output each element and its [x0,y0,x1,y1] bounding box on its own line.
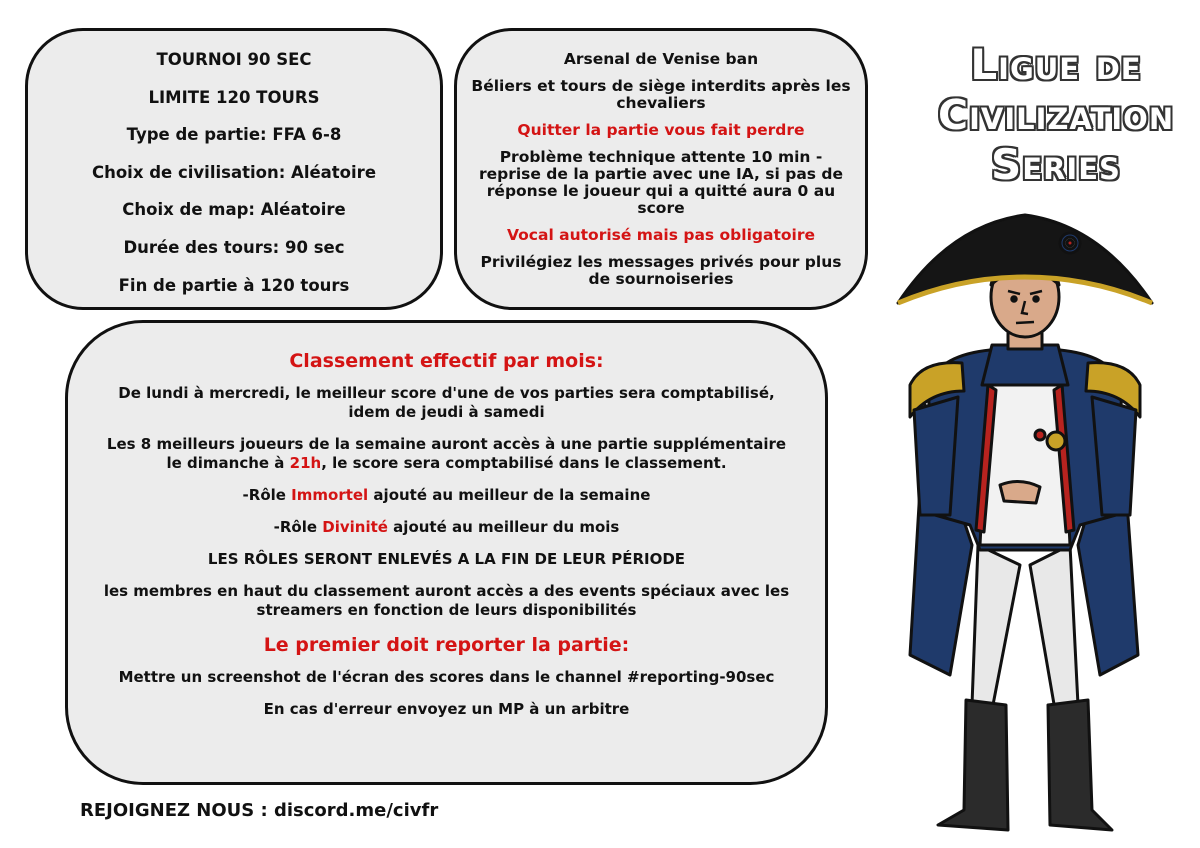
rule-turn-duration: Durée des tours: 90 sec [123,237,345,257]
siege-ban: Béliers et tours de siège interdits après les chevaliers [471,77,851,112]
quit-penalty: Quitter la partie vous fait perdre [517,121,805,139]
tournament-rules-box [25,28,443,310]
weekly-score-rule: De lundi à mercredi, le meilleur score d'une de vos parties sera comptabilisé, idem de jeudi à samedi [118,384,775,421]
ranking-heading: Classement effectif par mois: [289,350,604,372]
arsenal-ban: Arsenal de Venise ban [563,50,759,68]
rule-civ-choice: Choix de civilisation: Aléatoire [91,162,377,182]
special-events-rule: les membres en haut du classement auront accès a des events spéciaux avec les streamers en fonction de leurs disponibilités [103,582,790,619]
rule-tournament: TOURNOI 90 SEC [156,50,312,69]
logo-line-3: Series [991,140,1121,189]
bonus-time: 21h [289,454,322,472]
divinite-role-rule: -Rôle Divinité ajouté au meilleur du mois [273,518,620,536]
immortel-role: Immortel [291,486,369,504]
report-heading: Le premier doit reporter la partie: [263,634,630,656]
restrictions-box [454,28,868,310]
logo-line-1: Ligue de [970,40,1142,89]
napoleon-illustration [880,185,1185,840]
rule-game-type: Type de partie: FFA 6-8 [126,125,342,145]
rule-game-end: Fin de partie à 120 tours [118,275,350,295]
bonus-game-rule: Les 8 meilleurs joueurs de la semaine auront accès à une partie supplémentaire le dimanche à 21h, le score sera comptabilisé dans le classement. [106,435,787,472]
roles-removed-notice: LES RÔLES SERONT ENLEVÉS A LA FIN DE LEUR PÉRIODE [207,550,686,568]
rule-map-choice: Choix de map: Aléatoire [122,200,346,220]
screenshot-rule: Mettre un screenshot de l'écran des scores dans le channel #reporting-90sec [118,668,775,686]
logo-line-2: Civilization [938,91,1175,139]
vocal-rule: Vocal autorisé mais pas obligatoire [507,226,815,244]
join-discord-link[interactable]: REJOIGNEZ NOUS : discord.me/civfr [80,800,439,821]
league-logo [938,40,1174,190]
technical-issue-rule: Problème technique attente 10 min - reprise de la partie avec une IA, si pas de réponse le joueur qui a quitté aura 0 au score [478,148,844,217]
immortel-role-rule: -Rôle Immortel ajouté au meilleur de la semaine [242,486,651,504]
divinite-role: Divinité [322,518,388,536]
private-messages-rule: Privilégiez les messages privés pour plus de sournoiseries [480,253,842,288]
ranking-box [65,320,828,785]
error-rule: En cas d'erreur envoyez un MP à un arbitre [263,700,630,718]
rule-turn-limit: LIMITE 120 TOURS [148,87,320,107]
